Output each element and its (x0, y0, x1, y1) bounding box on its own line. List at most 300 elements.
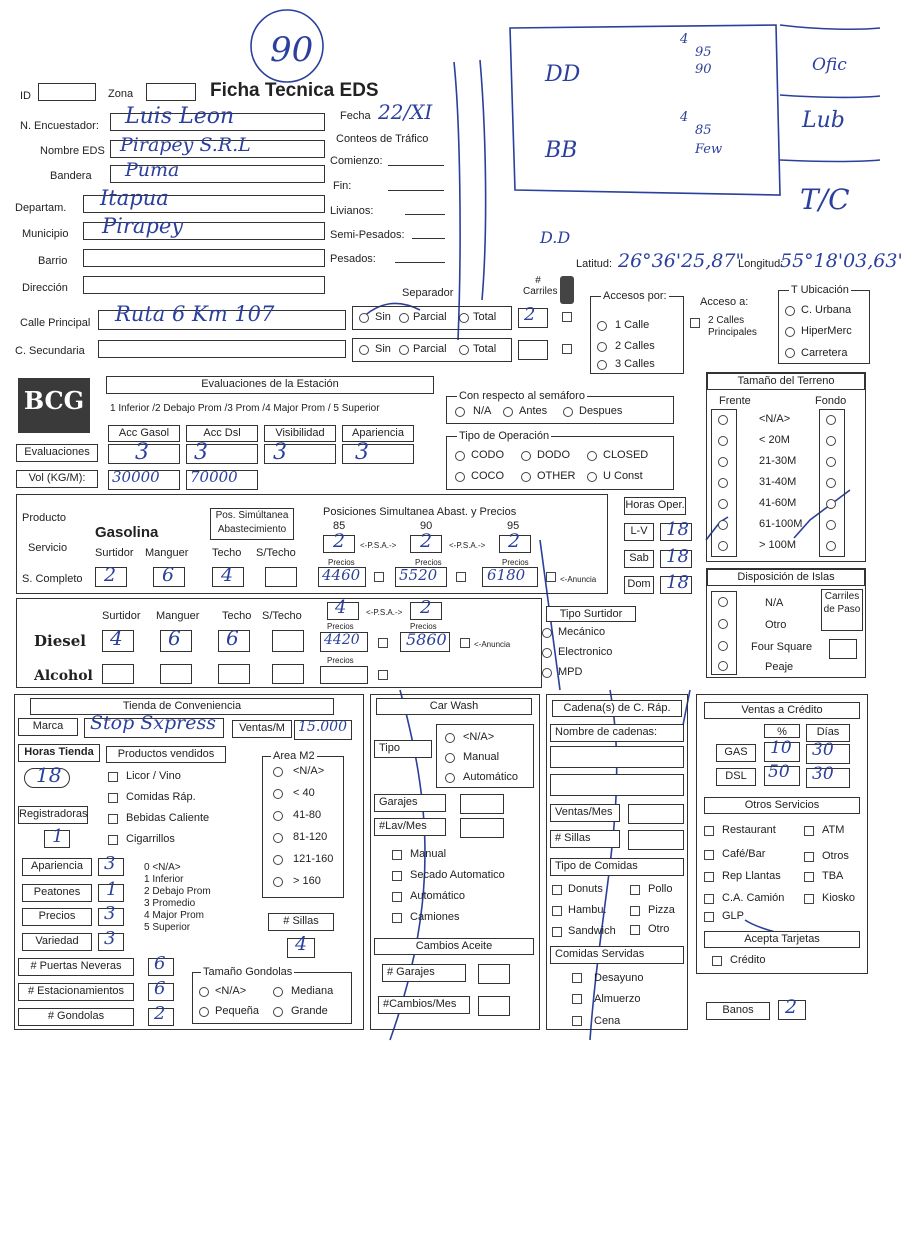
area-group (262, 750, 344, 898)
op-dodo-label: DODO (537, 449, 570, 461)
cadenas-sillas-label: # Sillas (550, 830, 620, 848)
terreno-frente-radio[interactable] (718, 520, 728, 530)
credito-check[interactable] (712, 956, 722, 966)
pesados-line[interactable] (395, 262, 445, 263)
banos-label: Banos (706, 1002, 770, 1020)
municipio-label: Municipio (22, 228, 69, 240)
diesel-precios2-label: Precios (410, 622, 437, 631)
ubicacion-urbana-label: C. Urbana (801, 304, 852, 316)
area-option-label: 81-120 (293, 831, 328, 843)
direccion-field[interactable] (83, 276, 325, 294)
semi-line[interactable] (412, 238, 445, 239)
diesel-psa-arrow: <-P.S.A.-> (366, 608, 403, 617)
terreno-frente-radio[interactable] (718, 436, 728, 446)
acceso-principales-check[interactable] (690, 318, 700, 328)
pizza-check[interactable] (630, 906, 640, 916)
eval-visibilidad-value: 3 (273, 440, 287, 465)
area-option-label: > 160 (293, 875, 321, 887)
evaluaciones-label: Evaluaciones (16, 444, 98, 462)
tienda-sillas-label: # Sillas (268, 913, 334, 931)
islas-na-radio[interactable] (718, 597, 728, 607)
gondolas-size-label: Tamaño Gondolas (203, 966, 293, 978)
eval-apariencia-field[interactable] (342, 444, 414, 464)
evaluaciones-scale: 1 Inferior /2 Debajo Prom /3 Prom /4 Major Prom / 5 Superior (110, 403, 380, 414)
carriles2-check[interactable] (562, 344, 572, 354)
carwash-option-label: Camiones (410, 911, 460, 923)
terreno-fondo-radio[interactable] (826, 457, 836, 467)
carwash-tipo-group (436, 724, 534, 788)
note-85: 85 (695, 123, 712, 138)
tienda-scale-item: 2 Debajo Prom (144, 886, 211, 897)
fin-label: Fin: (333, 180, 352, 192)
ubicacion-carretera-radio[interactable] (785, 348, 795, 358)
tarjetas-title: Acepta Tarjetas (704, 931, 860, 948)
credito-pct-label: % (764, 724, 800, 738)
producto-label: Comidas Ráp. (126, 791, 196, 803)
gond-pequena-label: Pequeña (215, 1005, 260, 1017)
cadenas-title: Cadena(s) de C. Ráp. (552, 700, 682, 717)
id-label: ID (20, 90, 31, 102)
carriles-value: 2 (524, 304, 536, 325)
posiciones-label: Posiciones Simultanea Abast. y Precios (323, 506, 517, 518)
psa-90-value: 2 (420, 530, 433, 552)
ventas-m-label: Ventas/M (232, 720, 292, 738)
alcohol-price-check[interactable] (378, 670, 388, 680)
acceso-1calle-radio[interactable] (597, 321, 607, 331)
traffic-light-icon (560, 276, 574, 304)
area-radio[interactable] (273, 811, 283, 821)
note-bb: BB (545, 138, 578, 163)
terreno-title: Tamaño del Terreno (707, 373, 865, 390)
producto-label: Licor / Vino (126, 770, 181, 782)
sandwich-check[interactable] (552, 927, 562, 937)
fecha-value: 22/XI (378, 100, 433, 124)
precios-90-label: Precios (415, 558, 442, 567)
area-option-label: < 40 (293, 787, 315, 799)
semaforo-despues-radio[interactable] (563, 407, 573, 417)
terreno-size-label: 21-30M (759, 455, 797, 467)
apariencia-label: Apariencia (22, 858, 92, 876)
cadenas-sillas-field[interactable] (628, 830, 684, 850)
sep-total-radio[interactable] (459, 313, 469, 323)
op-other-label: OTHER (537, 470, 576, 482)
terreno-fondo-radio[interactable] (826, 478, 836, 488)
sep-parcial-radio[interactable] (399, 313, 409, 323)
cw-manual-radio[interactable] (445, 753, 455, 763)
cw-na-radio[interactable] (445, 733, 455, 743)
price-95-check[interactable] (546, 572, 556, 582)
diesel-psa2-value: 2 (420, 597, 432, 618)
surtidor-electronico-label: Electronico (558, 646, 613, 658)
islas-carriles-field[interactable] (829, 639, 857, 659)
cadenas-tipo-label: Tipo de Comidas (550, 858, 684, 876)
area-option-label: <N/A> (293, 765, 325, 777)
carriles-check[interactable] (562, 312, 572, 322)
note-95: 95 (695, 45, 712, 60)
diesel-manguer-value: 6 (168, 626, 181, 650)
productos-vendidos-label: Productos vendidos (106, 746, 226, 763)
producto-label: Producto (22, 512, 67, 524)
barrio-label: Barrio (38, 255, 68, 267)
bandera-label: Bandera (50, 170, 92, 182)
ubicacion-carretera-label: Carretera (801, 347, 848, 359)
direccion-label: Dirección (22, 282, 68, 294)
islas-four-radio[interactable] (718, 641, 728, 651)
surtidor-mpd-radio[interactable] (542, 668, 552, 678)
surtidor-mpd-label: MPD (558, 666, 583, 678)
note-90: 90 (695, 62, 712, 77)
gondolas-size-group (192, 966, 352, 1024)
diesel-stecho-field[interactable] (272, 630, 304, 652)
trafico-title: Conteos de Tráfico (336, 133, 429, 145)
gondolas-value: 2 (154, 1003, 166, 1024)
variedad-value: 3 (104, 928, 116, 949)
op-dodo-radio[interactable] (521, 451, 531, 461)
alcohol-surtidor-field[interactable] (102, 664, 134, 684)
variedad-label: Variedad (22, 933, 92, 951)
departam-value: Itapua (100, 186, 169, 210)
terreno-size-label: 41-60M (759, 497, 797, 509)
carwash-title: Car Wash (376, 698, 532, 715)
carwash-garajes-field[interactable] (460, 794, 504, 814)
producto-check[interactable] (108, 814, 118, 824)
carwash-tipo-label: Tipo (374, 740, 432, 758)
gond-na-radio[interactable] (199, 987, 209, 997)
op-uconst-label: U Const (603, 470, 643, 482)
precios-85-label: Precios (328, 558, 355, 567)
terreno-fondo-radio[interactable] (826, 436, 836, 446)
latitud-value: 26°36'25,87" (618, 250, 745, 272)
gond-pequena-radio[interactable] (199, 1007, 209, 1017)
credito-dsl-dias-value: 30 (812, 764, 834, 784)
operacion-group (446, 430, 674, 490)
cena-label: Cena (594, 1015, 621, 1027)
latitud-label: Latitud: (576, 258, 613, 270)
estacionamientos-value: 6 (154, 978, 166, 999)
gond-grande-label: Grande (291, 1005, 328, 1017)
eval-acc-gasol-value: 3 (135, 440, 149, 465)
longitud-label: Longitud: (738, 258, 784, 270)
rep-llantas-label: Rep Llantas (722, 870, 781, 882)
cadenas-ventas-field[interactable] (628, 804, 684, 824)
producto-label: Cigarrillos (126, 833, 175, 845)
alcohol-techo-field[interactable] (218, 664, 250, 684)
note-tc: T/C (800, 183, 850, 216)
terreno-frente-radio[interactable] (718, 457, 728, 467)
separador-principal (352, 306, 512, 330)
otros-check[interactable] (804, 852, 814, 862)
col-apariencia: Apariencia (342, 425, 414, 442)
semaforo-na-radio[interactable] (455, 407, 465, 417)
producto-check[interactable] (108, 772, 118, 782)
id-field[interactable] (38, 83, 96, 101)
op-coco-radio[interactable] (455, 472, 465, 482)
restaurant-label: Restaurant (722, 824, 776, 836)
cadenas-nombre-field-2[interactable] (550, 774, 684, 796)
horas-tienda-value: 18 (36, 763, 62, 787)
producto-check[interactable] (108, 835, 118, 845)
acceso-a-label: Acceso a: (700, 296, 749, 308)
islas-carriles-label: Carriles de Paso (821, 589, 863, 631)
diesel-precios1-label: Precios (327, 622, 354, 631)
tienda-scale-item: 0 <N/A> (144, 862, 181, 873)
zona-field[interactable] (146, 83, 196, 101)
gondolas-label: # Gondolas (18, 1008, 134, 1026)
semaforo-group (446, 390, 674, 424)
islas-four-label: Four Square (751, 641, 813, 653)
credito-dias-label: Días (806, 724, 850, 742)
carwash-option-check[interactable] (392, 892, 402, 902)
carwash-garajes-label: Garajes (374, 794, 446, 812)
acceso-3calles-radio[interactable] (597, 360, 607, 370)
cafe-check[interactable] (704, 850, 714, 860)
desayuno-check[interactable] (572, 973, 582, 983)
gas-stecho-field[interactable] (265, 567, 297, 587)
calle-secundaria-field[interactable] (98, 340, 346, 358)
op-other-radio[interactable] (521, 472, 531, 482)
longitud-value: 55°18'03,63' (780, 250, 903, 272)
pollo-check[interactable] (630, 885, 640, 895)
credito-dsl-pct-value: 50 (768, 762, 790, 782)
col-techo: Techo (212, 547, 242, 559)
carwash-option-check[interactable] (392, 871, 402, 881)
producto-check[interactable] (108, 793, 118, 803)
horas-sab-value: 18 (666, 546, 689, 567)
donuts-label: Donuts (568, 883, 603, 895)
terreno-fondo-radio[interactable] (826, 415, 836, 425)
diesel-anuncia-label: <-Anuncia (474, 640, 511, 649)
cambios-mes-field[interactable] (478, 996, 510, 1016)
carwash-lav-field[interactable] (460, 818, 504, 838)
tienda-scale-item: 4 Major Prom (144, 910, 205, 921)
horas-dom-value: 18 (666, 572, 689, 593)
registradoras-value: 1 (52, 826, 64, 847)
sep2-sin-radio[interactable] (359, 345, 369, 355)
islas-na-label: N/A (765, 597, 784, 609)
semaforo-antes-radio[interactable] (503, 407, 513, 417)
horas-dom-label: Dom (624, 576, 654, 594)
psa-95-value: 2 (508, 530, 521, 552)
rep-llantas-check[interactable] (704, 872, 714, 882)
col-acc-gasol: Acc Gasol (108, 425, 180, 442)
cadenas-ventas-label: Ventas/Mes (550, 804, 620, 822)
sep2-sin-label: Sin (375, 343, 391, 355)
puertas-value: 6 (154, 953, 166, 974)
producto-label: Bebidas Caliente (126, 812, 210, 824)
carriles2-field[interactable] (518, 340, 548, 360)
note-few: Few (695, 142, 723, 157)
area-radio[interactable] (273, 767, 283, 777)
kiosko-label: Kiosko (822, 892, 856, 904)
cena-check[interactable] (572, 1016, 582, 1026)
gond-mediana-label: Mediana (291, 985, 334, 997)
op-uconst-radio[interactable] (587, 472, 597, 482)
cambios-garajes-field[interactable] (478, 964, 510, 984)
terreno-size-label: < 20M (759, 434, 790, 446)
puertas-label: # Puertas Neveras (18, 958, 134, 976)
credito-gas-label: GAS (716, 744, 756, 762)
op-closed-radio[interactable] (587, 451, 597, 461)
almuerzo-label: Almuerzo (594, 993, 641, 1005)
fecha-label: Fecha (340, 110, 371, 122)
area-option-label: 41-80 (293, 809, 322, 821)
terreno-frente-radio[interactable] (718, 415, 728, 425)
servicio-label: Servicio (28, 542, 68, 554)
terreno-frente-radio[interactable] (718, 478, 728, 488)
surtidor-electronico-radio[interactable] (542, 648, 552, 658)
note-d-d: D.D (540, 228, 571, 247)
area-radio[interactable] (273, 833, 283, 843)
otro-label: Otro (648, 923, 670, 935)
carriles-label: # Carriles (523, 275, 558, 297)
price-85-check[interactable] (374, 572, 384, 582)
diesel-price1-check[interactable] (378, 638, 388, 648)
ubicacion-hipermerc-label: HiperMerc (801, 325, 852, 337)
atm-check[interactable] (804, 826, 814, 836)
hambu-label: Hambu. (568, 904, 607, 916)
acceso-1calle-label: 1 Calle (615, 319, 650, 331)
comienzo-line[interactable] (388, 165, 444, 166)
terreno-fondo-radio[interactable] (826, 499, 836, 509)
livianos-label: Livianos: (330, 205, 374, 217)
tienda-scale-item: 5 Superior (144, 922, 191, 933)
surtidor-title: Tipo Surtidor (546, 606, 636, 622)
gasolina-label: Gasolina (95, 524, 159, 541)
semaforo-antes-label: Antes (519, 405, 548, 417)
carwash-option-check[interactable] (392, 850, 402, 860)
marca-label: Marca (18, 718, 78, 736)
calle-secundaria-label: C. Secundaria (15, 345, 85, 357)
cw-manual-label: Manual (463, 751, 500, 763)
islas-peaje-radio[interactable] (718, 661, 728, 671)
sep2-parcial-radio[interactable] (399, 345, 409, 355)
circled-number: 90 (270, 30, 314, 70)
bcg-logo: BCG (18, 378, 90, 433)
oct-90: 90 (420, 520, 433, 532)
alcohol-label: Alcohol (34, 668, 93, 684)
ubicacion-label: T Ubicación (791, 284, 849, 296)
livianos-line[interactable] (405, 214, 445, 215)
carwash-option-check[interactable] (392, 913, 402, 923)
cambios-garajes-label: # Garajes (382, 964, 466, 982)
vol-gasol-value: 30000 (112, 468, 160, 486)
surtidor-mecanico-label: Mecánico (558, 626, 606, 638)
op-codo-label: CODO (471, 449, 504, 461)
eval-acc-dsl-value: 3 (194, 440, 208, 465)
carwash-option-label: Manual (410, 848, 447, 860)
kiosko-check[interactable] (804, 894, 814, 904)
tienda-scale-item: 3 Promedio (144, 898, 196, 909)
semi-label: Semi-Pesados: (330, 229, 405, 241)
alcohol-manguer-field[interactable] (160, 664, 192, 684)
restaurant-check[interactable] (704, 826, 714, 836)
carwash-option-label: Secado Automatico (410, 869, 505, 881)
surtidor-mecanico-radio[interactable] (542, 628, 552, 638)
gas-manguer-value: 6 (162, 564, 175, 586)
glp-check[interactable] (704, 912, 714, 922)
operacion-title: Tipo de Operación (459, 430, 550, 442)
alcohol-stecho-field[interactable] (272, 664, 304, 684)
ubicacion-urbana-radio[interactable] (785, 306, 795, 316)
sep-parcial-label: Parcial (413, 311, 447, 323)
cw-auto-radio[interactable] (445, 773, 455, 783)
sep2-total-radio[interactable] (459, 345, 469, 355)
sep-sin-radio[interactable] (359, 313, 369, 323)
gas-surtidor-value: 2 (104, 564, 117, 586)
area-radio[interactable] (273, 855, 283, 865)
acceso-3calles-label: 3 Calles (615, 358, 655, 370)
sep-total-label: Total (473, 311, 497, 323)
area-radio[interactable] (273, 789, 283, 799)
terreno-frente-radio[interactable] (718, 499, 728, 509)
camion-check[interactable] (704, 894, 714, 904)
credito-title: Ventas a Crédito (704, 702, 860, 719)
alcohol-price-field[interactable] (320, 666, 368, 684)
municipio-value: Pirapey (102, 214, 184, 238)
glp-label: GLP (722, 910, 745, 922)
otro-check[interactable] (630, 925, 640, 935)
departam-label: Departam. (15, 202, 67, 214)
diesel-precios3-label: Precios (327, 656, 354, 665)
op-codo-radio[interactable] (455, 451, 465, 461)
cafe-label: Café/Bar (722, 848, 766, 860)
acceso-2calles-radio[interactable] (597, 342, 607, 352)
horas-sab-label: Sab (624, 550, 654, 568)
pollo-label: Pollo (648, 883, 673, 895)
tba-check[interactable] (804, 872, 814, 882)
marca-value: Stop Sxpress (90, 712, 217, 734)
gond-mediana-radio[interactable] (273, 987, 283, 997)
terreno-fondo-radio[interactable] (826, 541, 836, 551)
diesel-psa1-value: 4 (335, 597, 347, 618)
area-radio[interactable] (273, 877, 283, 887)
terreno-fondo-radio[interactable] (826, 520, 836, 530)
desayuno-label: Desayuno (594, 972, 644, 984)
cadenas-nombre-field-1[interactable] (550, 746, 684, 768)
bandera-value: Puma (125, 159, 180, 181)
tienda-sillas-value: 4 (295, 933, 308, 955)
terreno-frente-label: Frente (719, 395, 751, 407)
almuerzo-check[interactable] (572, 994, 582, 1004)
hambu-check[interactable] (552, 906, 562, 916)
terreno-size-label: <N/A> (759, 413, 791, 425)
pizza-label: Pizza (648, 904, 675, 916)
credito-gas-dias-value: 30 (812, 740, 834, 760)
apariencia-value: 3 (104, 853, 116, 874)
op-closed-label: CLOSED (603, 449, 649, 461)
diesel-col-stecho: S/Techo (262, 610, 302, 622)
form-title: Ficha Tecnica EDS (210, 80, 379, 101)
donuts-check[interactable] (552, 885, 562, 895)
barrio-field[interactable] (83, 249, 325, 267)
price-90-check[interactable] (456, 572, 466, 582)
islas-otro-radio[interactable] (718, 619, 728, 629)
diesel-price2-check[interactable] (460, 638, 470, 648)
gond-grande-radio[interactable] (273, 1007, 283, 1017)
horas-lv-value: 18 (666, 519, 689, 540)
estacionamientos-label: # Estacionamientos (18, 983, 134, 1001)
terreno-frente-radio[interactable] (718, 541, 728, 551)
area-label: Area M2 (273, 750, 315, 762)
ubicacion-hipermerc-radio[interactable] (785, 327, 795, 337)
islas-otro-label: Otro (765, 619, 787, 631)
psa-85-value: 2 (333, 530, 346, 552)
horas-oper-title: Horas Oper. (624, 497, 686, 515)
cambios-title: Cambios Aceite (374, 938, 534, 955)
precios-95-label: Precios (502, 558, 529, 567)
separador-label: Separador (402, 287, 454, 299)
fin-line[interactable] (388, 190, 444, 191)
